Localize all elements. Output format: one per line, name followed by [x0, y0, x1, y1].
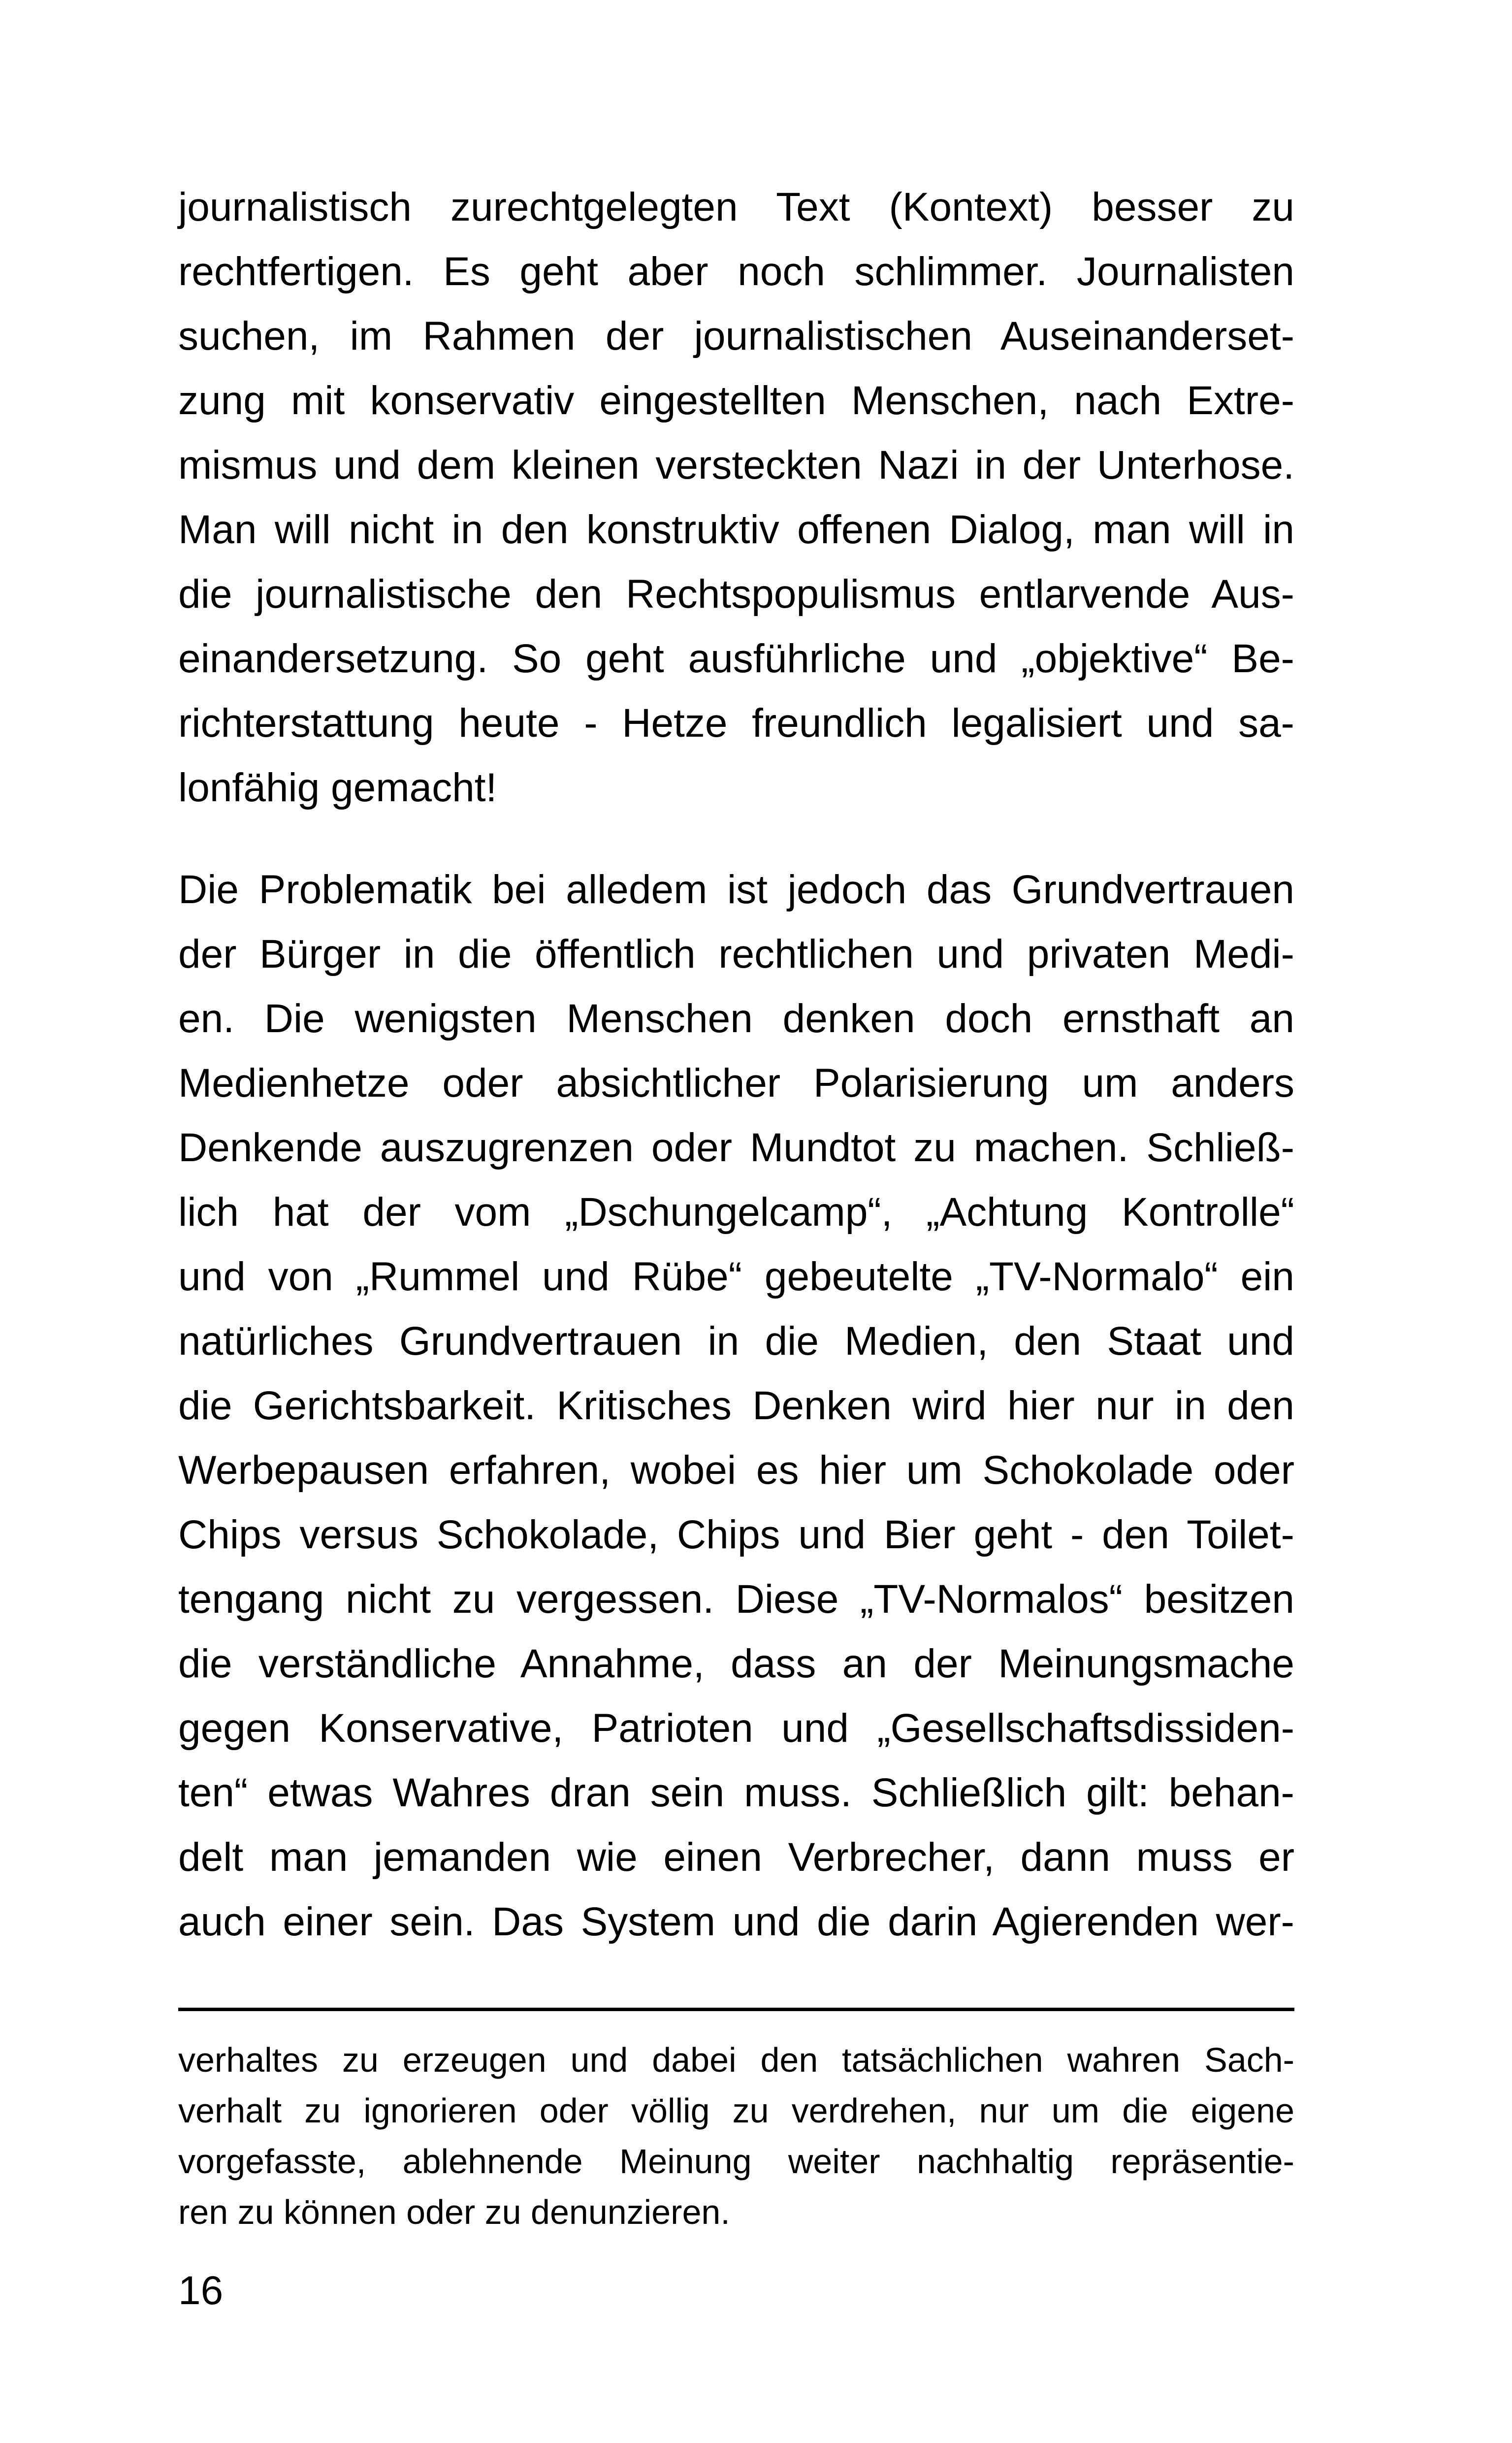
paragraph-one-line: einandersetzung. So geht ausführliche und „objektive“ Be- [178, 636, 1294, 681]
footnote-line: verhaltes zu erzeugen und dabei den tatsächlichen wahren Sach- [178, 2041, 1294, 2079]
paragraph-one-line: Man will nicht in den konstruktiv offenen Dialog, man will in [178, 507, 1294, 552]
footnote-line: verhalt zu ignorieren oder völlig zu verdrehen, nur um die eigene [178, 2091, 1294, 2130]
paragraph-two-line: delt man jemanden wie einen Verbrecher, dann muss er [178, 1835, 1294, 1880]
paragraph-two-line: auch einer sein. Das System und die darin Agierenden wer- [178, 1899, 1294, 1944]
paragraph-two-line: der Bürger in die öffentlich rechtlichen und privaten Medi- [178, 932, 1294, 977]
page-number: 16 [178, 2268, 224, 2313]
footnote-section [178, 2035, 1294, 2238]
footnote-text [178, 2035, 1294, 2238]
paragraph-two-line: lich hat der vom „Dschungelcamp“, „Achtung Kontrolle“ [178, 1190, 1294, 1235]
paragraph-two-line: Medienhetze oder absichtlicher Polarisierung um anders [178, 1061, 1294, 1106]
paragraph-two-text [178, 857, 1294, 1954]
paragraph-two-line: Werbepausen erfahren, wobei es hier um Schokolade oder [178, 1448, 1294, 1493]
body-paragraph-two [178, 857, 1294, 1954]
paragraph-two-line: und von „Rummel und Rübe“ gebeutelte „TV-Normalo“ ein [178, 1254, 1294, 1299]
paragraph-two-line: Chips versus Schokolade, Chips und Bier geht - den Toilet- [178, 1512, 1294, 1557]
footnote-line: ren zu können oder zu denunzieren. [178, 2193, 730, 2231]
paragraph-one-line: richterstattung heute - Hetze freundlich legalisiert und sa- [178, 701, 1294, 746]
paragraph-two-line: ten“ etwas Wahres dran sein muss. Schließlich gilt: behan- [178, 1770, 1294, 1815]
paragraph-one-line: journalistisch zurechtgelegten Text (Kontext) besser zu [178, 185, 1294, 229]
paragraph-one-line: rechtfertigen. Es geht aber noch schlimmer. Journalisten [178, 249, 1294, 294]
paragraph-two-line: gegen Konservative, Patrioten und „Gesellschaftsdissiden- [178, 1706, 1294, 1751]
paragraph-two-line: die Gerichtsbarkeit. Kritisches Denken wird hier nur in den [178, 1383, 1294, 1428]
paragraph-one-line: mismus und dem kleinen versteckten Nazi in der Unterhose. [178, 443, 1294, 488]
paragraph-one-line: zung mit konservativ eingestellten Menschen, nach Extre- [178, 378, 1294, 423]
paragraph-two-line: natürliches Grundvertrauen in die Medien, den Staat und [178, 1319, 1294, 1364]
paragraph-two-line: tengang nicht zu vergessen. Diese „TV-Normalos“ besitzen [178, 1577, 1294, 1622]
paragraph-two-line: Die Problematik bei alledem ist jedoch das Grundvertrauen [178, 867, 1294, 912]
paragraph-two-line: en. Die wenigsten Menschen denken doch ernsthaft an [178, 996, 1294, 1041]
footnote-divider [178, 2008, 1294, 2011]
body-paragraph-one [178, 175, 1294, 820]
paragraph-two-line: die verständliche Annahme, dass an der Meinungsmache [178, 1641, 1294, 1686]
paragraph-one-line: lonfähig gemacht! [178, 765, 497, 810]
paragraph-one-text [178, 175, 1294, 820]
paragraph-one-line: suchen, im Rahmen der journalistischen Auseinanderset- [178, 314, 1294, 358]
paragraph-one-line: die journalistische den Rechtspopulismus entlarvende Aus- [178, 572, 1294, 617]
paragraph-two-line: Denkende auszugrenzen oder Mundtot zu machen. Schließ- [178, 1125, 1294, 1170]
footnote-line: vorgefasste, ablehnende Meinung weiter nachhaltig repräsentie- [178, 2142, 1294, 2181]
